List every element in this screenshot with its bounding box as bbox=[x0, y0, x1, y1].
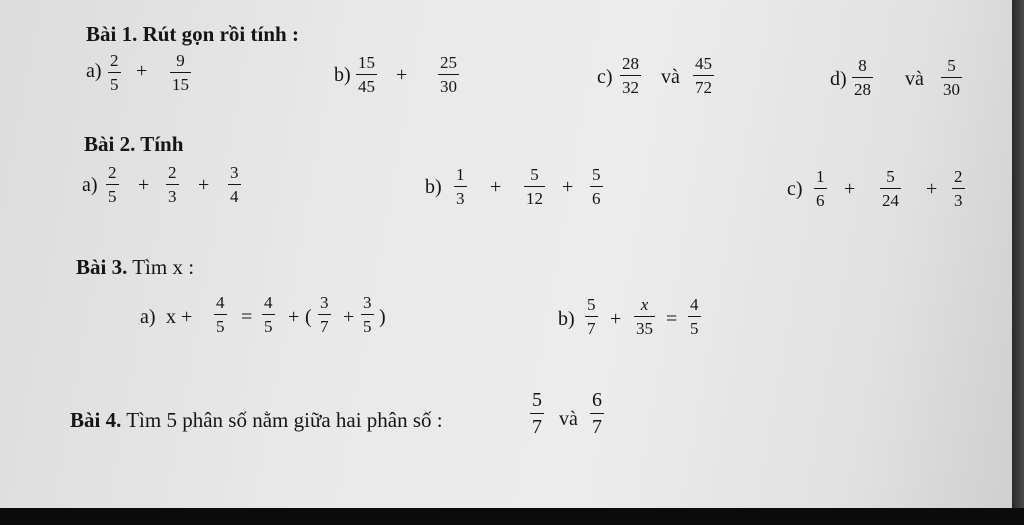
numerator: 25 bbox=[440, 53, 457, 72]
denominator: 45 bbox=[356, 74, 377, 95]
ex3-b-plus: + bbox=[610, 308, 622, 330]
denominator: 7 bbox=[318, 314, 331, 335]
ex1-c-fraction-2 bbox=[693, 55, 714, 96]
numerator: 1 bbox=[816, 167, 825, 186]
denominator: 7 bbox=[585, 316, 598, 337]
numerator: 6 bbox=[592, 389, 602, 411]
denominator: 72 bbox=[693, 75, 714, 96]
ex4-fraction-2 bbox=[590, 390, 604, 437]
ex1-d-label: d) bbox=[830, 68, 847, 90]
denominator: 5 bbox=[262, 314, 275, 335]
denominator: 3 bbox=[952, 188, 965, 209]
denominator: 7 bbox=[590, 413, 604, 437]
denominator: 12 bbox=[524, 186, 545, 207]
numerator: 5 bbox=[532, 389, 542, 411]
ex3-a-fraction-3 bbox=[318, 294, 331, 335]
ex2-b-operator-2: + bbox=[562, 176, 574, 198]
ex3-a-x-plus: x + bbox=[166, 306, 193, 328]
denominator: 32 bbox=[620, 75, 641, 96]
numerator: 1 bbox=[456, 165, 465, 184]
ex2-a-operator-1: + bbox=[138, 174, 150, 196]
ex1-b-fraction-1 bbox=[356, 54, 377, 95]
denominator: 15 bbox=[170, 72, 191, 93]
exercise-3-title-bold: Bài 3. bbox=[76, 255, 128, 279]
ex2-b-fraction-3 bbox=[590, 166, 603, 207]
numerator: 15 bbox=[358, 53, 375, 72]
numerator: 9 bbox=[176, 51, 185, 70]
denominator: 6 bbox=[590, 186, 603, 207]
ex4-fraction-1 bbox=[530, 390, 544, 437]
numerator: 5 bbox=[592, 165, 601, 184]
numerator: 2 bbox=[168, 163, 177, 182]
ex2-a-fraction-3 bbox=[228, 164, 241, 205]
numerator: 4 bbox=[690, 295, 699, 314]
page-edge-shadow bbox=[1012, 0, 1024, 508]
ex3-b-fraction-1 bbox=[585, 296, 598, 337]
ex1-a-label: a) bbox=[86, 60, 102, 82]
ex1-c-operator: và bbox=[661, 66, 680, 88]
denominator: 3 bbox=[454, 186, 467, 207]
denominator: 35 bbox=[634, 316, 655, 337]
ex2-b-label: b) bbox=[425, 176, 442, 198]
ex1-d-operator: và bbox=[905, 68, 924, 90]
denominator: 30 bbox=[941, 77, 962, 98]
denominator: 5 bbox=[106, 184, 119, 205]
ex2-b-operator-1: + bbox=[490, 176, 502, 198]
numerator: 5 bbox=[530, 165, 539, 184]
ex3-a-fraction-2 bbox=[262, 294, 275, 335]
ex2-b-fraction-1 bbox=[454, 166, 467, 207]
numerator: 2 bbox=[108, 163, 117, 182]
numerator: 5 bbox=[587, 295, 596, 314]
numerator: 3 bbox=[320, 293, 329, 312]
numerator: 8 bbox=[858, 56, 867, 75]
ex1-a-fraction-1 bbox=[108, 52, 121, 93]
ex1-b-operator: + bbox=[396, 64, 408, 86]
ex3-a-plus-2: + bbox=[343, 306, 355, 328]
exercise-1-title-text: Bài 1. Rút gọn rồi tính : bbox=[86, 22, 299, 46]
exercise-2-title-text: Bài 2. Tính bbox=[84, 132, 184, 156]
exercise-3-title-text: Tìm x : bbox=[132, 255, 195, 279]
ex1-d-fraction-2 bbox=[941, 57, 962, 98]
exercise-4-title-text: Tìm 5 phân số nằm giữa hai phân số : bbox=[126, 408, 443, 432]
ex3-a-fraction-1 bbox=[214, 294, 227, 335]
denominator: 24 bbox=[880, 188, 901, 209]
denominator: 5 bbox=[108, 72, 121, 93]
ex2-a-operator-2: + bbox=[198, 174, 210, 196]
exercise-4-title-bold: Bài 4. bbox=[70, 408, 122, 432]
exercise-2-title bbox=[84, 132, 183, 157]
numerator: 5 bbox=[886, 167, 895, 186]
ex2-a-fraction-2 bbox=[166, 164, 179, 205]
ex2-c-fraction-2 bbox=[880, 168, 901, 209]
ex3-a-plus: + bbox=[288, 306, 300, 328]
exercise-1-title bbox=[86, 22, 299, 47]
ex3-a-fraction-4 bbox=[361, 294, 374, 335]
numerator: 45 bbox=[695, 54, 712, 73]
numerator: 2 bbox=[110, 51, 119, 70]
ex2-c-fraction-3 bbox=[952, 168, 965, 209]
ex1-c-fraction-1 bbox=[620, 55, 641, 96]
ex2-c-fraction-1 bbox=[814, 168, 827, 209]
denominator: 5 bbox=[361, 314, 374, 335]
numerator: 3 bbox=[230, 163, 239, 182]
numerator: 5 bbox=[947, 56, 956, 75]
ex1-a-fraction-2 bbox=[170, 52, 191, 93]
numerator: x bbox=[640, 295, 649, 314]
numerator: 28 bbox=[622, 54, 639, 73]
denominator: 3 bbox=[166, 184, 179, 205]
ex3-a-right-paren: ) bbox=[379, 306, 386, 328]
ex3-a-left-paren: ( bbox=[305, 306, 312, 328]
ex3-a-equals: = bbox=[241, 306, 253, 328]
numerator: 2 bbox=[954, 167, 963, 186]
denominator: 30 bbox=[438, 74, 459, 95]
ex3-b-fraction-2 bbox=[634, 296, 655, 337]
numerator: 4 bbox=[264, 293, 273, 312]
ex2-c-operator-2: + bbox=[926, 178, 938, 200]
denominator: 5 bbox=[688, 316, 701, 337]
exercise-3-title bbox=[76, 255, 194, 280]
denominator: 7 bbox=[530, 413, 544, 437]
denominator: 4 bbox=[228, 184, 241, 205]
ex3-a-label: a) bbox=[140, 306, 156, 328]
ex2-a-label: a) bbox=[82, 174, 98, 196]
ex2-c-label: c) bbox=[787, 178, 803, 200]
ex1-b-label: b) bbox=[334, 64, 351, 86]
numerator: 3 bbox=[363, 293, 372, 312]
ex4-and-word: và bbox=[559, 408, 578, 430]
exercise-4-title bbox=[70, 408, 443, 433]
ex1-d-fraction-1 bbox=[852, 57, 873, 98]
ex2-a-fraction-1 bbox=[106, 164, 119, 205]
denominator: 5 bbox=[214, 314, 227, 335]
ex1-b-fraction-2 bbox=[438, 54, 459, 95]
ex3-b-equals: = bbox=[666, 308, 678, 330]
ex1-a-operator: + bbox=[136, 60, 148, 82]
ex1-c-label: c) bbox=[597, 66, 613, 88]
ex2-c-operator-1: + bbox=[844, 178, 856, 200]
numerator: 4 bbox=[216, 293, 225, 312]
ex3-b-fraction-3 bbox=[688, 296, 701, 337]
ex3-b-label: b) bbox=[558, 308, 575, 330]
ex2-b-fraction-2 bbox=[524, 166, 545, 207]
denominator: 6 bbox=[814, 188, 827, 209]
denominator: 28 bbox=[852, 77, 873, 98]
